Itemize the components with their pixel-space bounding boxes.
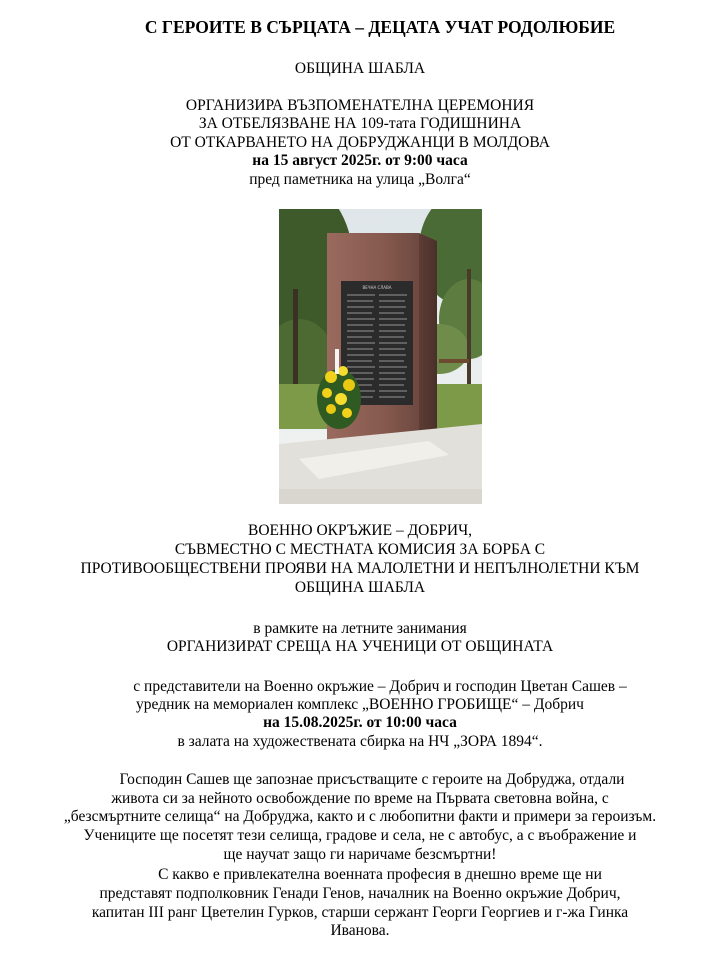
meeting-datetime: на 15.08.2025г. от 10:00 часа xyxy=(263,714,457,731)
plaque-title: ВЕЧНА СЛАВА xyxy=(362,285,392,290)
ceremony-datetime: на 15 август 2025г. от 9:00 часа xyxy=(252,152,468,169)
org-line-2: СЪВМЕСТНО С МЕСТНАТА КОМИСИЯ ЗА БОРБА С xyxy=(174,541,546,558)
p2-line-1: С какво е привлекателна военната професия в днешно време ще ни xyxy=(158,866,602,883)
p1-line-5: ще научат защо ги наричаме безсмъртни! xyxy=(223,846,497,863)
memorial-photo xyxy=(279,209,482,504)
ceremony-place: пред паметника на улица „Волга“ xyxy=(249,171,471,188)
meeting-place: в залата на художествената сбирка на НЧ „ЗОРА 1894“. xyxy=(177,733,543,750)
with-line-2: уредник на мемориален комплекс „ВОЕННО ГРОБИЩЕ“ – Добрич xyxy=(136,696,584,713)
org-line-3: ПРОТИВООБЩЕСТВЕНИ ПРОЯВИ НА МАЛОЛЕТНИ И НЕПЪЛНОЛЕТНИ КЪМ xyxy=(80,560,640,577)
org-line-1: ВОЕННО ОКРЪЖИЕ – ДОБРИЧ, xyxy=(247,522,473,539)
org-line-4: ОБЩИНА ШАБЛА xyxy=(294,579,426,596)
p1-line-4: Учениците ще посетят тези селища, градове и села, не с автобус, а с въображение и xyxy=(83,827,637,844)
ceremony-line-1: ОРГАНИЗИРА ВЪЗПОМЕНАТЕЛНА ЦЕРЕМОНИЯ xyxy=(185,97,535,114)
p1-line-1: Господин Сашев ще запознае присъстващите с героите на Добруджа, отдали xyxy=(119,771,625,788)
ceremony-line-3: ОТ ОТКАРВАНЕТО НА ДОБРУДЖАНЦИ В МОЛДОВА xyxy=(170,134,550,151)
p2-line-2: представят подполковник Генади Генов, началник на Военно окръжие Добрич, xyxy=(99,885,621,902)
p1-line-2: живота си за нейното освобождение по време на Първата световна война, с xyxy=(111,790,609,807)
organizer: ОБЩИНА ШАБЛА xyxy=(294,60,426,77)
action-line: ОРГАНИЗИРАТ СРЕЩА НА УЧЕНИЦИ ОТ ОБЩИНАТА xyxy=(166,638,554,655)
p2-line-3: капитан III ранг Цветелин Гурков, старши сержант Георги Георгиев и г-жа Гинка xyxy=(91,904,629,921)
page-title: С ГЕРОИТЕ В СЪРЦАТА – ДЕЦАТА УЧАТ РОДОЛЮБИЕ xyxy=(144,17,616,37)
memorial-image xyxy=(279,209,482,504)
p1-line-3: „безсмъртните селища“ на Добруджа, както и с любопитни факти и примери за героизъм. xyxy=(63,808,657,825)
with-line-1: с представители на Военно окръжие – Добрич и господин Цветан Сашев – xyxy=(133,678,627,695)
p2-line-4: Иванова. xyxy=(330,922,390,939)
ceremony-line-2: ЗА ОТБЕЛЯЗВАНЕ НА 109-тата ГОДИШНИНА xyxy=(198,115,522,132)
context-line: в рамките на летните занимания xyxy=(253,620,467,637)
